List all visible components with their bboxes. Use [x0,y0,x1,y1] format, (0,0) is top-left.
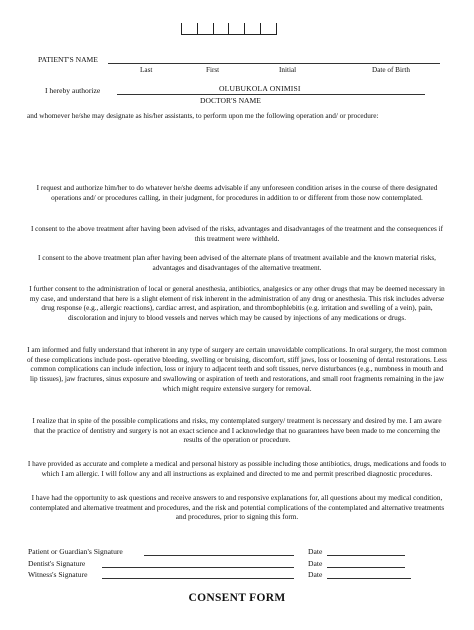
paragraph-anesthesia: I further consent to the administration of local or general anesthesia, antibiotics, analgesics or any other drugs that may be deemed necessary in my case, and understand that here is a slight element of risk inherent in the administration of any drug or anesthesia. This risk includes adverse drug response (e.g., allergic reactions), cardiac arrest, and aspiration, and thrombophlebitis (e.g. irritation and swelling of a vein), pain, discoloration and injury to blood vessels and nerves which may be caused by injections of any medications or drugs. [29,285,445,322]
authorize-label: I hereby authorize [45,86,101,95]
patient-name-label: PATIENT'S NAME [38,55,98,64]
doctor-name-field[interactable] [117,94,425,95]
paragraph-alternate-plans: I consent to the above treatment plan after having been advised of the alternate plans of treatment available and the known material risks, advantages and disadvantages of the alternative treatment. [38,254,436,272]
patient-date-field[interactable] [327,555,405,556]
dentist-signature-label: Dentist's Signature [28,559,86,568]
witness-date-label: Date [308,570,323,579]
date-box[interactable] [181,23,197,35]
paragraph-medical-history: I have provided as accurate and complete a medical and personal history as possible including those antibiotics, drugs, medications and foods to which I am allergic. I will follow any and all instructions as explained and directed to me and permit prescribed diagnostic procedures. [27,460,447,478]
witness-date-field[interactable] [327,578,411,579]
date-of-birth-caption: Date of Birth [372,66,410,74]
doctor-name-caption: DOCTOR'S NAME [200,96,261,105]
witness-signature-field[interactable] [102,578,294,579]
paragraph-risks-acknowledged: I realize that in spite of the possible complications and risks, my contemplated surgery/ treatment is necessary and desired by me. I am aware that the practice of dentistry and surgery is not an exact science and I acknowledge that no guarantees have been made to me concerning the results of the operation or procedure. [32,417,442,445]
date-box[interactable] [197,23,213,35]
patient-signature-field[interactable] [144,555,294,556]
patient-signature-label: Patient or Guardian's Signature [28,547,123,556]
paragraph-complications: I am informed and fully understand that inherent in any type of surgery are certain unavoidable complications. In oral surgery, the most common of these complications include post- operative bleeding, swelling or bruising, discomfort, stiff jaws, loss or loosening of dental restorations. Less common complications can include infection, loss or injury to adjacent teeth and soft tissues, nerve disturbances (e.g., numbness in mouth and lip tissues), jaw fractures, sinus exposure and swallowing or aspiration of teeth and restorations, and small root fragments remaining in the jaw which might require extensive surgery for removal. [27,346,447,393]
date-box[interactable] [244,23,260,35]
date-boxes[interactable] [181,23,277,35]
paragraph-questions: I have had the opportunity to ask questions and receive answers to and responsive explanations for, all questions about my medical condition, contemplated and alternative treatment and procedures, and the risk and potential complications of the contemplated and alternative treatments and procedures, prior to signing this form. [29,494,445,522]
form-title: CONSENT FORM [188,592,286,604]
dentist-date-field[interactable] [327,567,405,568]
doctor-name: OLUBUKOLA ONIMISI [219,84,301,93]
date-box[interactable] [228,23,244,35]
first-name-caption: First [206,66,220,74]
patient-date-label: Date [308,547,323,556]
witness-signature-label: Witness's Signature [28,570,88,579]
initial-caption: Initial [279,66,297,74]
dentist-signature-field[interactable] [102,567,294,568]
date-box[interactable] [260,23,277,35]
last-name-caption: Last [140,66,153,74]
patient-name-field[interactable] [108,63,440,64]
paragraph-treatment-consent: I consent to the above treatment after having been advised of the risks, advantages and disadvantages of the treatment and the consequences if this treatment were withheld. [30,225,444,243]
paragraph-unforeseen-conditions: I request and authorize him/her to do whatever he/she deems advisable if any unforeseen condition arises in the course of there designated operations and/ or procedures calling, in their judgment, for procedures in addition to or different from those now contemplated. [36,184,438,202]
date-box[interactable] [213,23,229,35]
intro-text: and whomever he/she may designate as his/her assistants, to perform upon me the following operation and/ or procedure: [27,112,379,120]
dentist-date-label: Date [308,559,323,568]
